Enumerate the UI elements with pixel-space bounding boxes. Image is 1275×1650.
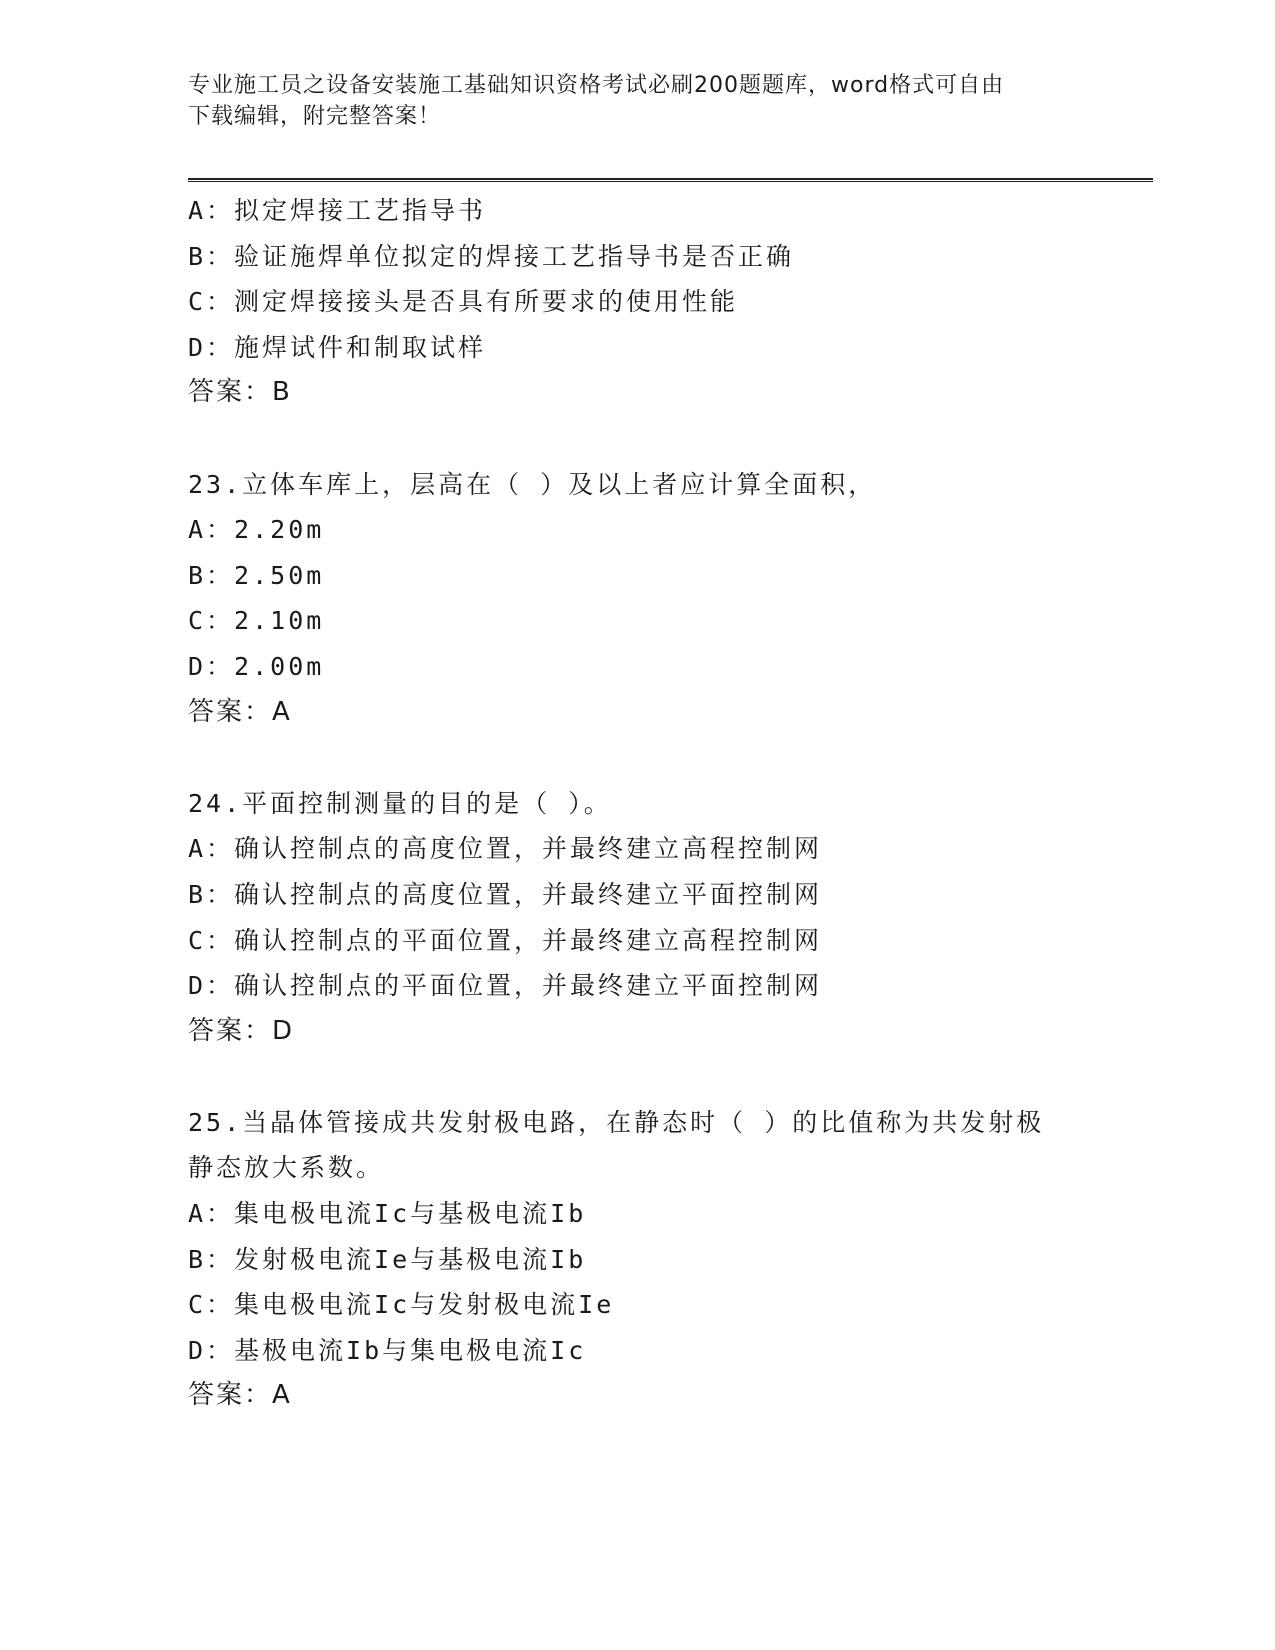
option-c: C：测定焊接接头是否具有所要求的使用性能 <box>188 287 739 317</box>
option-c: C：确认控制点的平面位置，并最终建立高程控制网 <box>188 925 823 955</box>
spacer <box>188 1054 1148 1100</box>
question-24 <box>188 781 1148 1055</box>
option-b: B：发射极电流Ie与基极电流Ib <box>188 1244 587 1274</box>
question-stem-line-2: 静态放大系数。 <box>188 1153 385 1183</box>
question-22 <box>188 188 1148 416</box>
option-d: D：确认控制点的平面位置，并最终建立平面控制网 <box>188 971 823 1001</box>
question-stem-line-1: 25.当晶体管接成共发射极电路，在静态时（ ）的比值称为共发射极 <box>188 1107 1045 1137</box>
option-d: D：施焊试件和制取试样 <box>188 332 487 362</box>
header-line-2: 下载编辑，附完整答案！ <box>188 104 442 129</box>
answer-line: 答案：B <box>188 377 292 408</box>
answer-line: 答案：A <box>188 1380 292 1411</box>
spacer <box>188 735 1148 781</box>
question-25 <box>188 1100 1148 1419</box>
option-c: C：集电极电流Ic与发射极电流Ie <box>188 1290 615 1320</box>
answer-line: 答案：A <box>188 696 292 727</box>
answer-line: 答案：D <box>188 1015 295 1046</box>
option-c: C：2.10m <box>188 606 325 636</box>
document-header <box>188 70 1088 132</box>
option-b: B：验证施焊单位拟定的焊接工艺指导书是否正确 <box>188 241 795 271</box>
question-list <box>188 188 1148 1419</box>
question-23 <box>188 462 1148 736</box>
option-a: A：集电极电流Ic与基极电流Ib <box>188 1199 587 1229</box>
option-b: B：2.50m <box>188 560 325 590</box>
spacer <box>188 416 1148 462</box>
question-stem: 23.立体车库上，层高在（ ）及以上者应计算全面积， <box>188 469 877 499</box>
option-a: A：确认控制点的高度位置，并最终建立高程控制网 <box>188 834 823 864</box>
option-a: A：拟定焊接工艺指导书 <box>188 196 487 225</box>
question-stem: 24.平面控制测量的目的是（ ）。 <box>188 788 612 818</box>
option-d: D：2.00m <box>188 651 325 681</box>
option-d: D：基极电流Ib与集电极电流Ic <box>188 1335 587 1365</box>
option-b: B：确认控制点的高度位置，并最终建立平面控制网 <box>188 879 823 909</box>
header-line-1: 专业施工员之设备安装施工基础知识资格考试必刷200题题库，word格式可自由 <box>188 73 1005 98</box>
option-a: A：2.20m <box>188 515 325 545</box>
header-divider <box>188 178 1153 182</box>
